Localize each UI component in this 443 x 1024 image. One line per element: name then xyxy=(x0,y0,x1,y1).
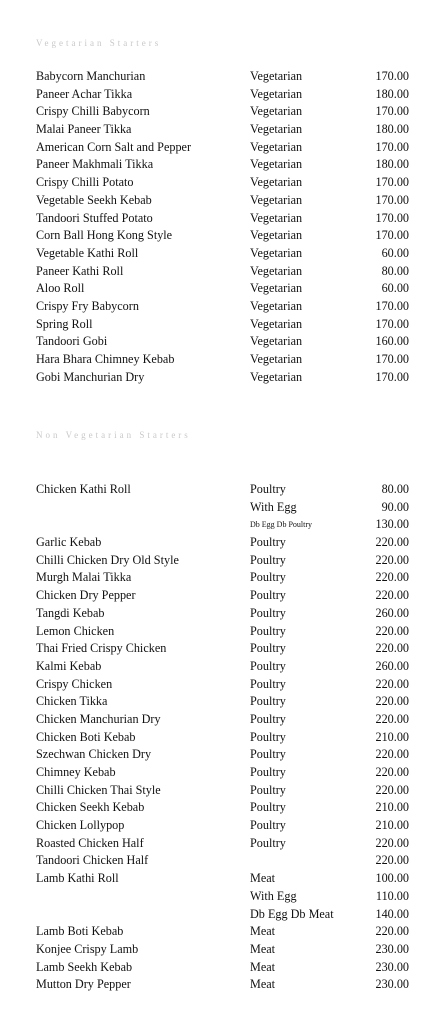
menu-item-price: 100.00 xyxy=(375,871,409,886)
menu-item-price: 220.00 xyxy=(375,588,409,603)
menu-item-category: Db Egg Db Poultry xyxy=(250,520,312,530)
menu-item-row xyxy=(0,976,443,994)
menu-item-row xyxy=(0,569,443,587)
menu-item-row xyxy=(0,210,443,228)
menu-item-category: Meat xyxy=(250,977,276,992)
menu-item-name: Konjee Crispy Lamb xyxy=(36,941,139,956)
menu-item-price: 160.00 xyxy=(375,334,409,349)
menu-item-category: Poultry xyxy=(250,623,286,638)
menu-item-name: Chimney Kebab xyxy=(36,765,116,779)
menu-item-name: Tandoori Chicken Half xyxy=(36,853,149,868)
menu-item-row xyxy=(0,817,443,835)
menu-item-row xyxy=(0,351,443,369)
menu-item-category: Vegetarian xyxy=(250,334,303,349)
menu-item-category: Poultry xyxy=(250,711,286,726)
menu-item-name: Tangdi Kebab xyxy=(36,605,105,620)
menu-item-price: 60.00 xyxy=(381,245,409,260)
menu-item-row xyxy=(0,499,443,517)
menu-item-category: Vegetarian xyxy=(250,298,303,313)
menu-item-price: 220.00 xyxy=(375,535,409,550)
menu-item-price: 220.00 xyxy=(375,552,409,567)
menu-item-price: 210.00 xyxy=(375,729,409,744)
menu-item-price: 180.00 xyxy=(375,122,409,137)
menu-item-name: Crispy Fry Babycorn xyxy=(36,298,139,313)
menu-item-category: Poultry xyxy=(250,676,286,691)
menu-item-name: Paneer Achar Tikka xyxy=(36,86,133,101)
menu-item-category: Poultry xyxy=(250,535,286,550)
menu-item-row xyxy=(0,156,443,174)
menu-item-name: Thai Fried Crispy Chicken xyxy=(36,641,167,656)
menu-item-row xyxy=(0,658,443,676)
veg-section-heading: Vegetarian Starters xyxy=(36,38,162,48)
menu-item-name: Babycorn Manchurian xyxy=(36,69,146,83)
menu-item-row xyxy=(0,68,443,86)
menu-item-name: Corn Ball Hong Kong Style xyxy=(36,228,173,243)
menu-item-row xyxy=(0,174,443,192)
menu-item-row xyxy=(0,870,443,888)
nonveg-section-heading: Non Vegetarian Starters xyxy=(36,430,191,440)
menu-item-category: Vegetarian xyxy=(250,352,303,366)
menu-item-row xyxy=(0,693,443,711)
menu-item-name: Chilli Chicken Thai Style xyxy=(36,782,161,797)
menu-item-category: Vegetarian xyxy=(250,139,303,154)
menu-item-row xyxy=(0,941,443,959)
menu-item-name: Crispy Chilli Babycorn xyxy=(36,104,150,119)
menu-item-row xyxy=(0,799,443,817)
menu-item-category: Db Egg Db Meat xyxy=(250,906,334,921)
menu-item-price: 170.00 xyxy=(375,210,409,225)
menu-item-row xyxy=(0,835,443,853)
menu-item-name: Vegetable Kathi Roll xyxy=(36,245,139,260)
menu-item-name: Lamb Seekh Kebab xyxy=(36,959,133,974)
veg-menu-list xyxy=(0,68,443,386)
menu-item-name: American Corn Salt and Pepper xyxy=(36,139,192,154)
menu-item-price: 170.00 xyxy=(375,352,409,366)
menu-item-price: 130.00 xyxy=(375,517,409,532)
menu-item-category: Vegetarian xyxy=(250,316,303,331)
menu-item-category: Poultry xyxy=(250,800,286,815)
menu-item-category: Poultry xyxy=(250,729,286,744)
menu-item-price: 220.00 xyxy=(375,765,409,779)
menu-item-price: 170.00 xyxy=(375,104,409,119)
menu-item-name: Crispy Chicken xyxy=(36,676,113,691)
menu-item-category: Vegetarian xyxy=(250,281,303,296)
menu-item-price: 220.00 xyxy=(375,676,409,691)
menu-item-name: Lamb Boti Kebab xyxy=(36,924,124,939)
menu-item-price: 60.00 xyxy=(381,281,409,296)
menu-item-price: 220.00 xyxy=(375,835,409,850)
menu-item-price: 220.00 xyxy=(375,694,409,709)
menu-item-name: Aloo Roll xyxy=(36,281,85,296)
menu-item-category: Vegetarian xyxy=(250,86,303,101)
menu-item-row xyxy=(0,923,443,941)
menu-item-price: 230.00 xyxy=(375,941,409,956)
menu-item-price: 220.00 xyxy=(375,924,409,939)
menu-item-price: 170.00 xyxy=(375,316,409,331)
menu-item-price: 170.00 xyxy=(375,175,409,190)
menu-item-price: 110.00 xyxy=(375,888,409,903)
menu-item-category: Poultry xyxy=(250,747,286,762)
menu-item-row xyxy=(0,369,443,387)
menu-item-category: Vegetarian xyxy=(250,369,303,384)
menu-item-row xyxy=(0,103,443,121)
menu-item-price: 210.00 xyxy=(375,818,409,833)
menu-item-row xyxy=(0,552,443,570)
menu-item-row xyxy=(0,782,443,800)
menu-item-price: 260.00 xyxy=(375,605,409,620)
menu-item-category: Vegetarian xyxy=(250,175,303,190)
menu-item-row xyxy=(0,481,443,499)
menu-item-row xyxy=(0,764,443,782)
menu-item-name: Chicken Seekh Kebab xyxy=(36,800,145,815)
menu-item-row xyxy=(0,711,443,729)
menu-item-name: Vegetable Seekh Kebab xyxy=(36,192,152,207)
menu-item-row xyxy=(0,852,443,870)
menu-item-category: Poultry xyxy=(250,588,286,603)
menu-item-category: Poultry xyxy=(250,658,286,673)
menu-item-category: Meat xyxy=(250,941,276,956)
menu-item-row xyxy=(0,139,443,157)
menu-item-category: Poultry xyxy=(250,552,286,567)
menu-item-name: Lamb Kathi Roll xyxy=(36,871,119,886)
menu-item-price: 220.00 xyxy=(375,623,409,638)
menu-item-price: 230.00 xyxy=(375,959,409,974)
menu-item-price: 140.00 xyxy=(375,906,409,921)
menu-item-row xyxy=(0,640,443,658)
menu-item-row xyxy=(0,227,443,245)
menu-item-name: Chicken Manchurian Dry xyxy=(36,711,161,726)
menu-item-row xyxy=(0,316,443,334)
menu-item-price: 170.00 xyxy=(375,69,409,83)
menu-item-row xyxy=(0,534,443,552)
menu-item-name: Chicken Kathi Roll xyxy=(36,482,131,496)
menu-item-price: 170.00 xyxy=(375,369,409,384)
menu-item-name: Murgh Malai Tikka xyxy=(36,570,132,585)
menu-item-price: 170.00 xyxy=(375,298,409,313)
menu-item-row xyxy=(0,623,443,641)
menu-item-row xyxy=(0,676,443,694)
menu-item-category: Poultry xyxy=(250,570,286,585)
menu-item-row xyxy=(0,746,443,764)
menu-item-name: Chicken Tikka xyxy=(36,694,108,709)
menu-item-name: Chicken Lollypop xyxy=(36,818,125,833)
menu-item-row xyxy=(0,959,443,977)
menu-item-price: 220.00 xyxy=(375,570,409,585)
menu-item-price: 80.00 xyxy=(381,482,409,496)
menu-item-row xyxy=(0,587,443,605)
menu-item-row xyxy=(0,192,443,210)
menu-item-category: Poultry xyxy=(250,641,286,656)
menu-item-price: 220.00 xyxy=(375,711,409,726)
menu-item-row xyxy=(0,121,443,139)
menu-item-category: Vegetarian xyxy=(250,157,303,172)
nonveg-menu-list xyxy=(0,481,443,994)
menu-item-name: Crispy Chilli Potato xyxy=(36,175,134,190)
menu-item-row xyxy=(0,333,443,351)
menu-item-category: Poultry xyxy=(250,782,286,797)
menu-item-name: Tandoori Gobi xyxy=(36,334,108,349)
menu-item-name: Chilli Chicken Dry Old Style xyxy=(36,552,179,567)
menu-item-price: 220.00 xyxy=(375,641,409,656)
menu-item-name: Szechwan Chicken Dry xyxy=(36,747,152,762)
menu-item-category: Meat xyxy=(250,959,276,974)
menu-item-price: 220.00 xyxy=(375,853,409,868)
menu-item-category: Vegetarian xyxy=(250,69,303,83)
menu-item-price: 180.00 xyxy=(375,86,409,101)
menu-item-price: 170.00 xyxy=(375,192,409,207)
menu-item-price: 260.00 xyxy=(375,658,409,673)
menu-item-row xyxy=(0,906,443,924)
menu-item-category: Meat xyxy=(250,924,276,939)
menu-item-category: Poultry xyxy=(250,835,286,850)
menu-item-name: Chicken Boti Kebab xyxy=(36,729,136,744)
menu-item-category: Poultry xyxy=(250,694,286,709)
menu-item-price: 90.00 xyxy=(381,499,409,514)
menu-item-category: Poultry xyxy=(250,765,286,779)
menu-item-category: Vegetarian xyxy=(250,245,303,260)
menu-item-name: Malai Paneer Tikka xyxy=(36,122,132,137)
menu-item-name: Spring Roll xyxy=(36,316,93,331)
menu-item-category: Poultry xyxy=(250,818,286,833)
menu-item-price: 220.00 xyxy=(375,747,409,762)
menu-item-category: Vegetarian xyxy=(250,192,303,207)
menu-item-price: 230.00 xyxy=(375,977,409,992)
menu-item-row xyxy=(0,605,443,623)
menu-item-category: Vegetarian xyxy=(250,263,303,278)
menu-item-price: 210.00 xyxy=(375,800,409,815)
menu-item-name: Roasted Chicken Half xyxy=(36,835,144,850)
menu-item-name: Garlic Kebab xyxy=(36,535,102,550)
menu-item-name: Mutton Dry Pepper xyxy=(36,977,131,992)
menu-item-row xyxy=(0,888,443,906)
menu-item-price: 170.00 xyxy=(375,228,409,243)
menu-item-name: Lemon Chicken xyxy=(36,623,115,638)
menu-item-row xyxy=(0,729,443,747)
menu-item-name: Gobi Manchurian Dry xyxy=(36,369,145,384)
menu-item-name: Hara Bhara Chimney Kebab xyxy=(36,352,175,366)
menu-item-category: With Egg xyxy=(250,888,297,903)
menu-item-category: Vegetarian xyxy=(250,104,303,119)
menu-item-category: Vegetarian xyxy=(250,122,303,137)
menu-item-row xyxy=(0,298,443,316)
menu-item-price: 170.00 xyxy=(375,139,409,154)
menu-item-category: Vegetarian xyxy=(250,210,303,225)
menu-item-category: Poultry xyxy=(250,605,286,620)
menu-item-price: 180.00 xyxy=(375,157,409,172)
menu-item-price: 220.00 xyxy=(375,782,409,797)
menu-item-row xyxy=(0,280,443,298)
menu-item-category: Vegetarian xyxy=(250,228,303,243)
menu-item-name: Kalmi Kebab xyxy=(36,658,102,673)
menu-item-row xyxy=(0,86,443,104)
menu-item-category: Poultry xyxy=(250,482,286,496)
menu-item-name: Paneer Makhmali Tikka xyxy=(36,157,154,172)
menu-item-category: With Egg xyxy=(250,499,297,514)
menu-item-name: Tandoori Stuffed Potato xyxy=(36,210,153,225)
menu-item-price: 80.00 xyxy=(381,263,409,278)
menu-item-name: Paneer Kathi Roll xyxy=(36,263,124,278)
menu-item-name: Chicken Dry Pepper xyxy=(36,588,136,603)
menu-item-row xyxy=(0,245,443,263)
menu-item-category: Meat xyxy=(250,871,276,886)
menu-item-row xyxy=(0,516,443,534)
menu-item-row xyxy=(0,263,443,281)
